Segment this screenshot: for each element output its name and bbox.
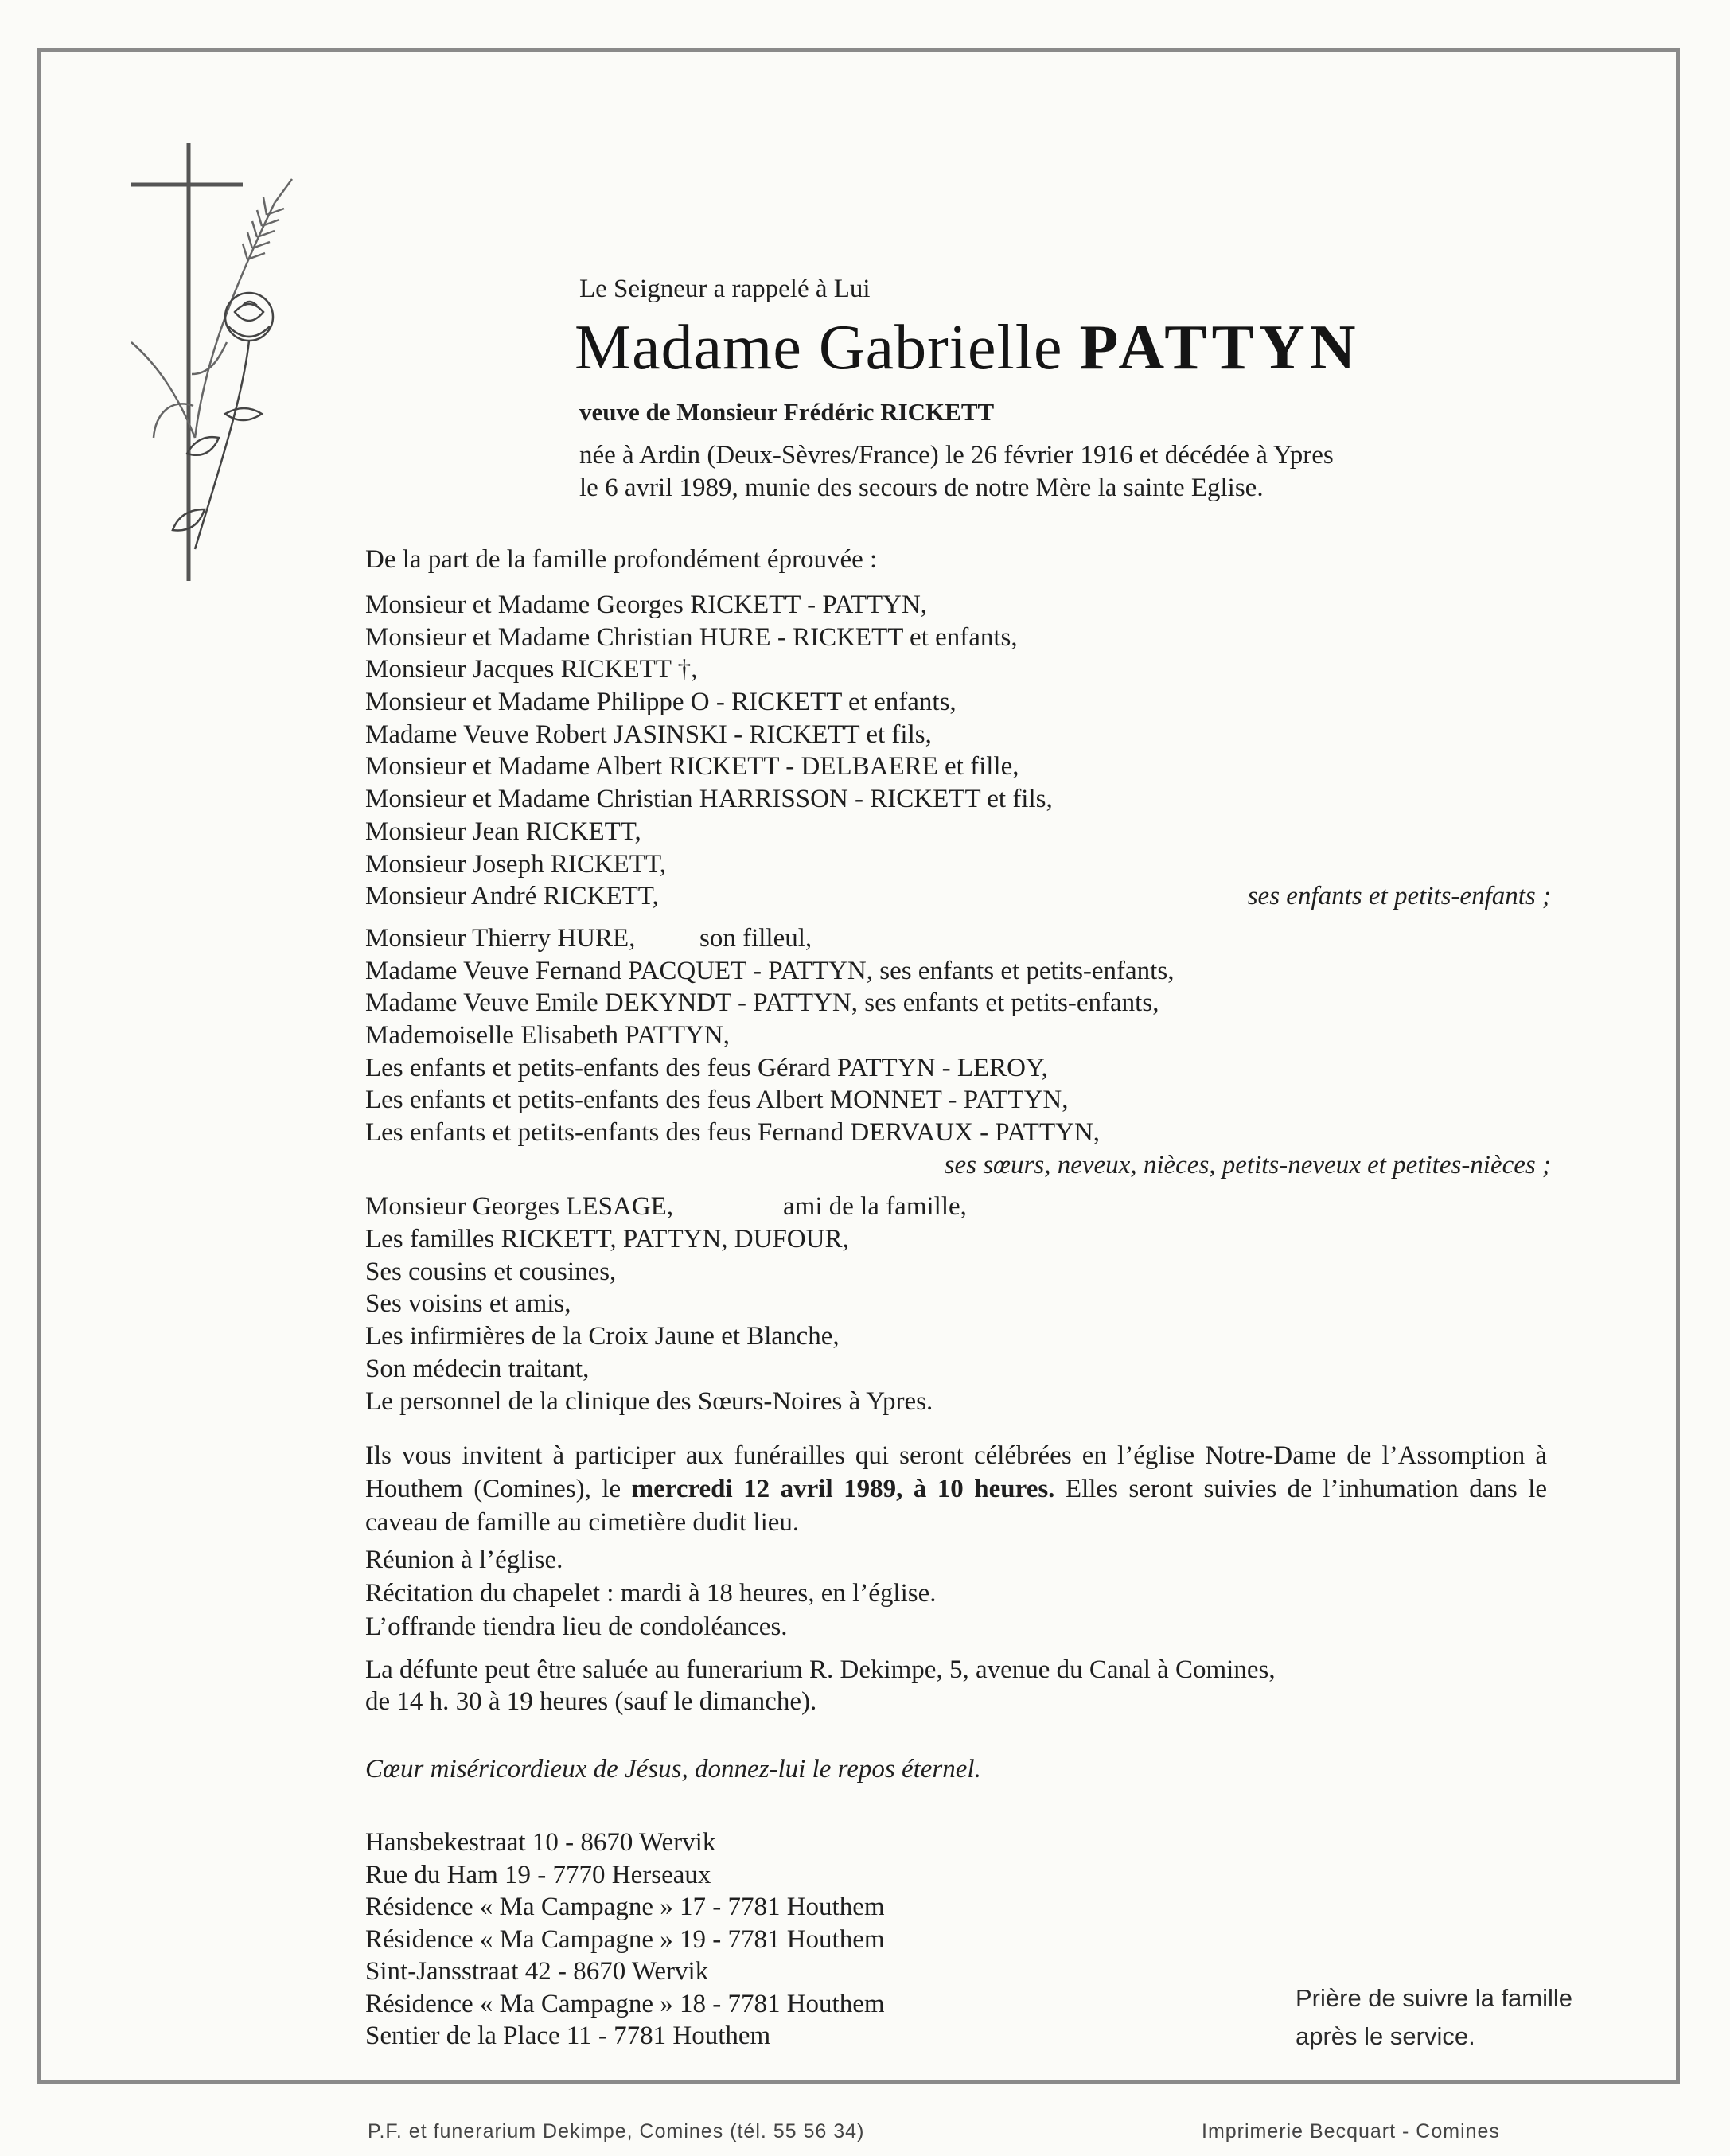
family-row: Monsieur et Madame Philippe O - RICKETT et enfants, <box>365 688 957 717</box>
follow-note-line-1: Prière de suivre la famille <box>1296 1984 1573 2012</box>
family-row: Ses voisins et amis, <box>365 1289 571 1319</box>
address-line: Sint-Jansstraat 42 - 8670 Wervik <box>365 1957 709 1986</box>
deceased-name <box>575 312 1361 384</box>
family-lead: De la part de la famille profondément éprouvée : <box>365 545 878 574</box>
address-line: Sentier de la Place 11 - 7781 Houthem <box>365 2021 771 2050</box>
address-line: Résidence « Ma Campagne » 19 - 7781 Houthem <box>365 1924 885 1954</box>
family-row: Monsieur Joseph RICKETT, <box>365 849 666 879</box>
family-row: Les enfants et petits-enfants des feus Albert MONNET - PATTYN, <box>365 1086 1069 1115</box>
visitation-line-1: La défunte peut être saluée au funerarium R. Dekimpe, 5, avenue du Canal à Comines, <box>365 1655 1276 1684</box>
family-row: Monsieur et Madame Albert RICKETT - DELBAERE et fille, <box>365 752 1019 782</box>
friend-name: Monsieur Georges LESAGE, <box>365 1192 674 1222</box>
rosary-line: Récitation du chapelet : mardi à 18 heures, en l’église. <box>365 1579 937 1608</box>
family-row: Les enfants et petits-enfants des feus Fernand DERVAUX - PATTYN, <box>365 1118 1101 1147</box>
invite-start: Ils vous invitent à participer aux funérailles qui seront célébrées en l’église Notre-Dame de l’Assomption à Houthem (Comines), le <box>365 1441 1547 1503</box>
invite-date: mercredi 12 avril 1989, à 10 heures. <box>631 1475 1055 1503</box>
friend-role: ami de la famille, <box>783 1192 967 1222</box>
children-tag: ses enfants et petits-enfants ; <box>1247 882 1551 911</box>
family-row: Monsieur et Madame Christian HURE - RICKETT et enfants, <box>365 622 1018 652</box>
family-row: Mademoiselle Elisabeth PATTYN, <box>365 1020 730 1050</box>
family-row: Madame Veuve Fernand PACQUET - PATTYN, ses enfants et petits-enfants, <box>365 956 1175 985</box>
friend-row <box>365 1191 1551 1223</box>
godson-name: Monsieur Thierry HURE, <box>365 923 636 953</box>
family-row: Madame Veuve Emile DEKYNDT - PATTYN, ses enfants et petits-enfants, <box>365 988 1159 1018</box>
wheat-icon <box>131 179 292 438</box>
address-line: Hansbekestraat 10 - 8670 Wervik <box>365 1828 716 1857</box>
prayer-line: Cœur miséricordieux de Jésus, donnez-lui le repos éternel. <box>365 1755 981 1784</box>
footer-funeral-home: P.F. et funerarium Dekimpe, Comines (tél. 55 56 34) <box>368 2120 865 2142</box>
invite-end: Elles seront suivies de l’inhumation dans le caveau de famille au cimetière dudit lieu. <box>365 1475 1548 1537</box>
funeral-invitation <box>365 1439 1547 1539</box>
widow-of-line: veuve de Monsieur Frédéric RICKETT <box>579 398 995 426</box>
family-row: Monsieur et Madame Georges RICKETT - PATTYN, <box>365 591 928 619</box>
address-line: Résidence « Ma Campagne » 18 - 7781 Houthem <box>365 1989 885 2018</box>
meeting-line: Réunion à l’église. <box>365 1546 563 1574</box>
family-row: Les infirmières de la Croix Jaune et Blanche, <box>365 1322 840 1351</box>
birth-death-details <box>579 439 1334 505</box>
birth-line-1: née à Ardin (Deux-Sèvres/France) le 26 février 1916 et décédée à Ypres <box>579 441 1334 470</box>
intro-line: Le Seigneur a rappelé à Lui <box>579 275 871 303</box>
siblings-tag: ses sœurs, neveux, nièces, petits-neveux et petites-nièces ; <box>944 1150 1551 1179</box>
deceased-given-name: Madame Gabrielle <box>575 313 1063 383</box>
birth-line-2: le 6 avril 1989, munie des secours de notre Mère la sainte Eglise. <box>579 474 1264 502</box>
godson-row <box>365 922 1551 955</box>
family-row: Ses cousins et cousines, <box>365 1257 617 1286</box>
visitation-line-2: de 14 h. 30 à 19 heures (sauf le dimanche). <box>365 1687 817 1716</box>
follow-note-line-2: après le service. <box>1296 2022 1475 2050</box>
follow-family-note <box>1296 1979 1572 2056</box>
cross-icon <box>131 143 243 581</box>
godson-role: son filleul, <box>699 923 812 953</box>
family-row: Son médecin traitant, <box>365 1354 590 1383</box>
family-row: Madame Veuve Robert JASINSKI - RICKETT et fils, <box>365 719 932 749</box>
address-line: Résidence « Ma Campagne » 17 - 7781 Houthem <box>365 1893 885 1921</box>
family-row-last-child <box>365 880 1551 913</box>
address-list <box>365 1827 885 2053</box>
address-line: Rue du Ham 19 - 7770 Herseaux <box>365 1860 711 1889</box>
family-row: Monsieur Jean RICKETT, <box>365 817 641 846</box>
family-row-text: Monsieur André RICKETT, <box>365 882 659 911</box>
family-row: Les familles RICKETT, PATTYN, DUFOUR, <box>365 1225 849 1254</box>
deceased-surname: PATTYN <box>1079 313 1361 383</box>
family-row: Les enfants et petits-enfants des feus Gérard PATTYN - LEROY, <box>365 1053 1048 1082</box>
siblings-tag-row <box>365 1149 1551 1182</box>
cross-and-rose-ornament <box>115 135 330 589</box>
offering-line: L’offrande tiendra lieu de condoléances. <box>365 1612 788 1641</box>
footer-printer: Imprimerie Becquart - Comines <box>1202 2120 1500 2142</box>
family-row: Monsieur Jacques RICKETT †, <box>365 655 698 684</box>
family-list <box>365 589 1551 1417</box>
family-row: Monsieur et Madame Christian HARRISSON - RICKETT et fils, <box>365 785 1053 814</box>
family-row: Le personnel de la clinique des Sœurs-Noires à Ypres. <box>365 1386 933 1416</box>
